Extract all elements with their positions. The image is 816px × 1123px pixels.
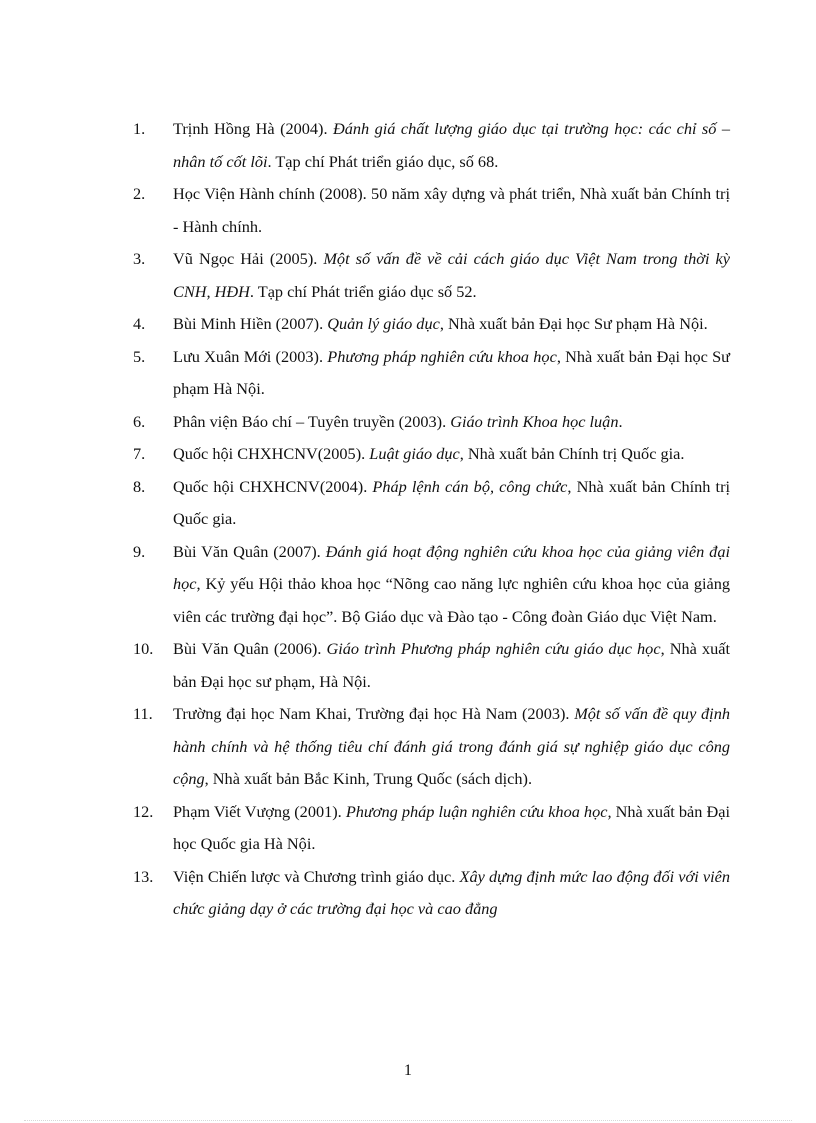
reference-number: 1.	[133, 119, 146, 138]
reference-item	[133, 633, 730, 698]
reference-number: 11.	[133, 704, 153, 723]
reference-item	[133, 796, 730, 861]
reference-item	[133, 438, 730, 471]
reference-number: 5.	[133, 346, 146, 366]
reference-item	[133, 861, 730, 926]
reference-text: Bùi Văn Quân (2006). Giáo trình Phương pháp nghiên cứu giáo dục học, Nhà xuất bản Đại học sư phạm, Hà Nội.	[173, 639, 730, 691]
reference-text: Quốc hội CHXHCNV(2005). Luật giáo dục, Nhà xuất bản Chính trị Quốc gia.	[173, 444, 685, 463]
reference-number: 12.	[133, 801, 154, 821]
reference-text: Trịnh Hồng Hà (2004). Đánh giá chất lượng giáo dục tại trường học: các chỉ số – nhân tố cốt lõi. Tạp chí Phát triển giáo dục, số 68.	[173, 119, 730, 171]
reference-item	[133, 536, 730, 634]
reference-number: 3.	[133, 249, 146, 268]
reference-number: 9.	[133, 541, 146, 561]
reference-list	[133, 113, 730, 926]
reference-text: Phân viện Báo chí – Tuyên truyền (2003). Giáo trình Khoa học luận.	[173, 411, 623, 431]
reference-text: Bùi Văn Quân (2007). Đánh giá hoạt động nghiên cứu khoa học của giảng viên đại học, Kỷ yếu Hội thảo khoa học “Nõng cao năng lực nghiên cứu khoa học của giảng viên các trường đại học”. Bộ Giáo dục và Đào tạo - Công đoàn Giáo dục Việt Nam.	[173, 541, 730, 626]
page-number: 1	[403, 1060, 413, 1079]
reference-item	[133, 341, 730, 406]
reference-item	[133, 308, 730, 341]
reference-text: Bùi Minh Hiền (2007). Quản lý giáo dục, Nhà xuất bản Đại học Sư phạm Hà Nội.	[173, 314, 708, 333]
reference-text: Lưu Xuân Mới (2003). Phương pháp nghiên cứu khoa học, Nhà xuất bản Đại học Sư phạm Hà Nội.	[173, 346, 730, 398]
reference-item	[133, 698, 730, 796]
reference-text: Quốc hội CHXHCNV(2004). Pháp lệnh cán bộ, công chức, Nhà xuất bản Chính trị Quốc gia.	[173, 476, 731, 528]
reference-text: Học Viện Hành chính (2008). 50 năm xây dựng và phát triển, Nhà xuất bản Chính trị - Hành chính.	[173, 184, 730, 236]
reference-text: Viện Chiến lược và Chương trình giáo dục. Xây dựng định mức lao động đối với viên chức giảng dạy ở các trường đại học và cao đẳng	[173, 866, 730, 918]
reference-number: 10.	[133, 639, 154, 658]
reference-item	[133, 406, 730, 439]
reference-number: 13.	[133, 866, 154, 886]
reference-number: 7.	[133, 444, 146, 463]
page-bottom-divider	[24, 1120, 792, 1121]
reference-number: 4.	[133, 314, 146, 333]
reference-item	[133, 471, 730, 536]
reference-number: 6.	[133, 411, 146, 431]
reference-item	[133, 243, 730, 308]
reference-item	[133, 113, 730, 178]
reference-text: Phạm Viết Vượng (2001). Phương pháp luận nghiên cứu khoa học, Nhà xuất bản Đại học Quốc gia Hà Nội.	[173, 801, 730, 853]
reference-text: Trường đại học Nam Khai, Trường đại học Hà Nam (2003). Một số vấn đề quy định hành chính và hệ thống tiêu chí đánh giá trong đánh giá sự nghiệp giáo dục công cộng, Nhà xuất bản Bắc Kinh, Trung Quốc (sách dịch).	[173, 704, 730, 788]
reference-number: 2.	[133, 184, 146, 203]
reference-text: Vũ Ngọc Hải (2005). Một số vấn đề về cải cách giáo dục Việt Nam trong thời kỳ CNH, HĐH. Tạp chí Phát triển giáo dục số 52.	[173, 249, 730, 301]
reference-item	[133, 178, 730, 243]
reference-number: 8.	[133, 476, 146, 496]
